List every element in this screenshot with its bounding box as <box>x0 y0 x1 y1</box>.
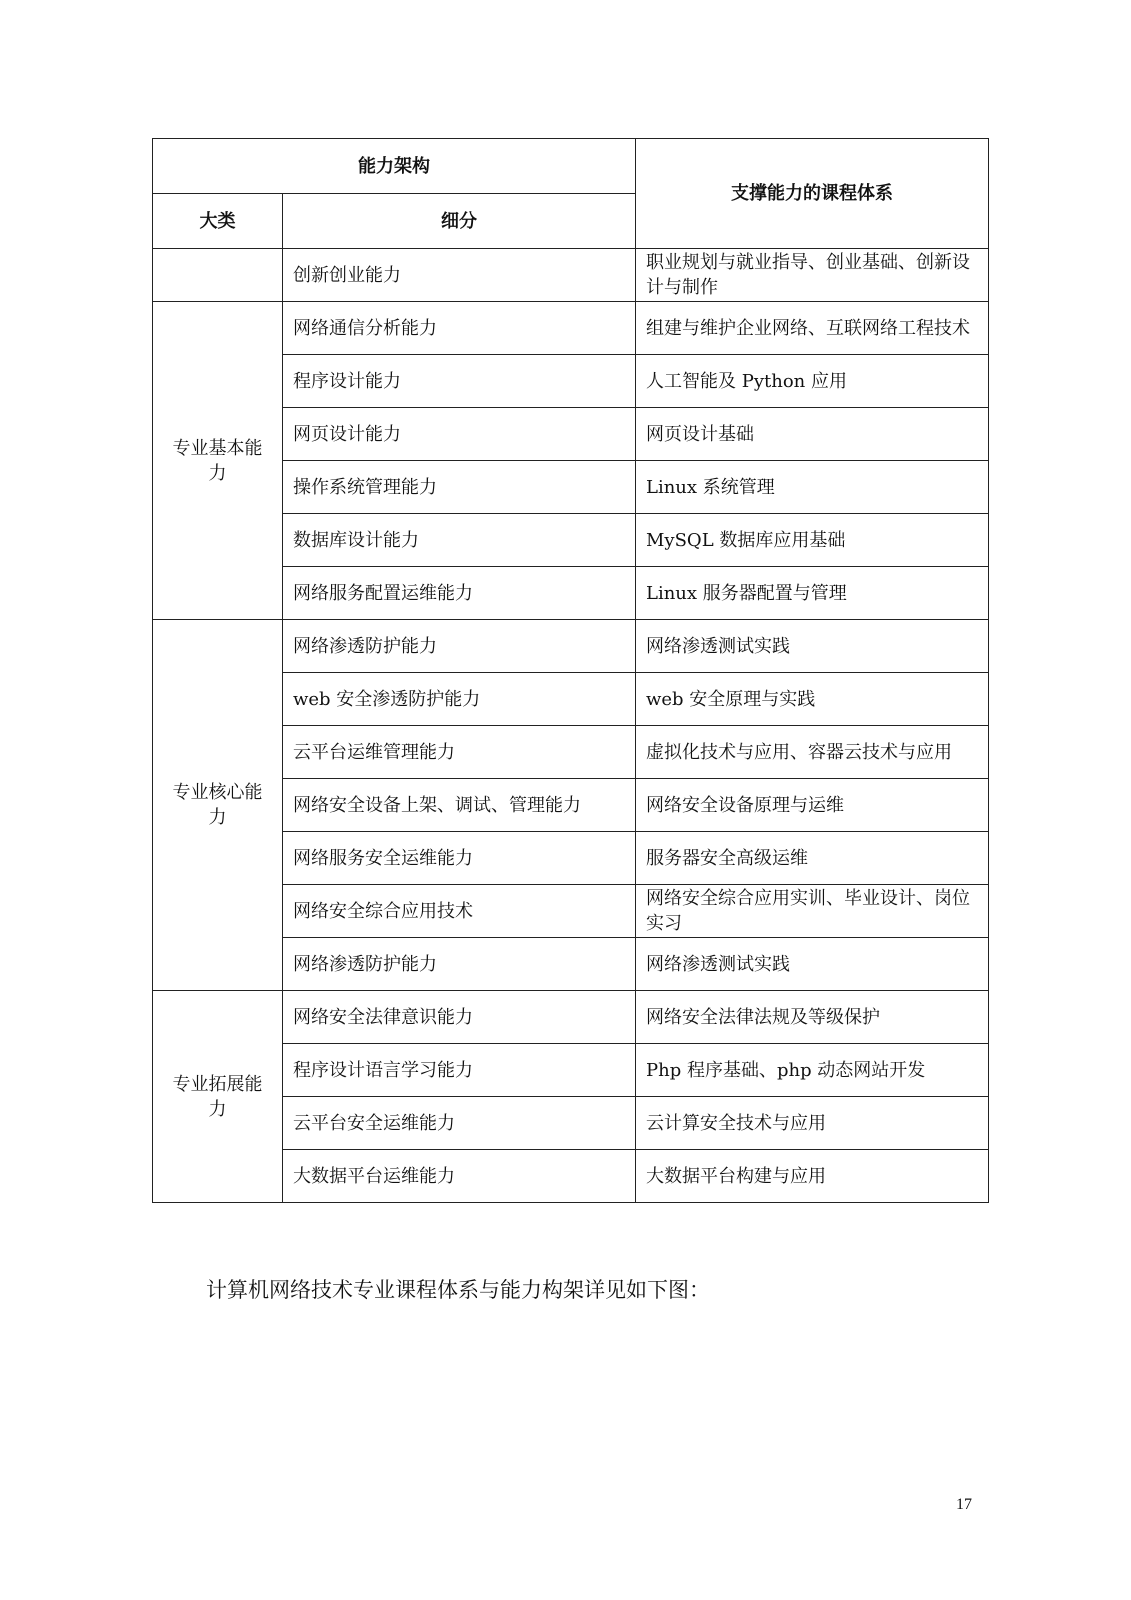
course-cell: 网络安全法律法规及等级保护 <box>636 991 989 1044</box>
subdivision-cell: 创新创业能力 <box>283 249 636 302</box>
subdivision-cell: 操作系统管理能力 <box>283 461 636 514</box>
subdivision-cell: 程序设计能力 <box>283 355 636 408</box>
subdivision-cell: 网络渗透防护能力 <box>283 938 636 991</box>
table-row <box>153 249 989 302</box>
course-cell: 网络渗透测试实践 <box>636 938 989 991</box>
table-row <box>153 991 989 1044</box>
course-cell: 人工智能及 Python 应用 <box>636 355 989 408</box>
subdivision-cell: 大数据平台运维能力 <box>283 1150 636 1203</box>
course-cell: 网络安全综合应用实训、毕业设计、岗位实习 <box>636 885 989 938</box>
category-text: 专业拓展能力 <box>172 1073 263 1120</box>
subdivision-cell: 数据库设计能力 <box>283 514 636 567</box>
category-text: 专业基本能力 <box>172 437 263 484</box>
subdivision-cell: 网络渗透防护能力 <box>283 620 636 673</box>
course-cell: Linux 系统管理 <box>636 461 989 514</box>
subdivision-cell: 网络安全综合应用技术 <box>283 885 636 938</box>
category-cell <box>153 249 283 302</box>
header-category: 大类 <box>153 194 283 249</box>
subdivision-cell: 云平台运维管理能力 <box>283 726 636 779</box>
subdivision-cell: web 安全渗透防护能力 <box>283 673 636 726</box>
header-course-system: 支撑能力的课程体系 <box>636 139 989 249</box>
course-cell: 服务器安全高级运维 <box>636 832 989 885</box>
subdivision-cell: 网络安全设备上架、调试、管理能力 <box>283 779 636 832</box>
subdivision-cell: 网络服务安全运维能力 <box>283 832 636 885</box>
course-cell: 大数据平台构建与应用 <box>636 1150 989 1203</box>
course-cell: 网页设计基础 <box>636 408 989 461</box>
figure-caption: 计算机网络技术专业课程体系与能力构架详见如下图： <box>206 1278 710 1302</box>
course-cell: 职业规划与就业指导、创业基础、创新设计与制作 <box>636 249 989 302</box>
category-cell <box>153 302 283 620</box>
header-subdivision: 细分 <box>283 194 636 249</box>
course-cell: 虚拟化技术与应用、容器云技术与应用 <box>636 726 989 779</box>
subdivision-cell: 网页设计能力 <box>283 408 636 461</box>
category-cell <box>153 620 283 991</box>
course-cell: 网络安全设备原理与运维 <box>636 779 989 832</box>
course-cell: Php 程序基础、php 动态网站开发 <box>636 1044 989 1097</box>
subdivision-cell: 云平台安全运维能力 <box>283 1097 636 1150</box>
subdivision-cell: 网络服务配置运维能力 <box>283 567 636 620</box>
table-body <box>153 249 989 1203</box>
subdivision-cell: 网络通信分析能力 <box>283 302 636 355</box>
header-ability-framework: 能力架构 <box>153 139 636 194</box>
subdivision-cell: 网络安全法律意识能力 <box>283 991 636 1044</box>
table-row <box>153 302 989 355</box>
subdivision-cell: 程序设计语言学习能力 <box>283 1044 636 1097</box>
category-cell <box>153 991 283 1203</box>
course-cell: 云计算安全技术与应用 <box>636 1097 989 1150</box>
category-text: 专业核心能力 <box>172 782 263 828</box>
course-cell: Linux 服务器配置与管理 <box>636 567 989 620</box>
ability-course-table <box>152 138 989 1203</box>
table-row <box>153 620 989 673</box>
course-cell: 网络渗透测试实践 <box>636 620 989 673</box>
course-cell: web 安全原理与实践 <box>636 673 989 726</box>
course-cell: 组建与维护企业网络、互联网络工程技术 <box>636 302 989 355</box>
course-cell: MySQL 数据库应用基础 <box>636 514 989 567</box>
page-number: 17 <box>956 1496 972 1513</box>
